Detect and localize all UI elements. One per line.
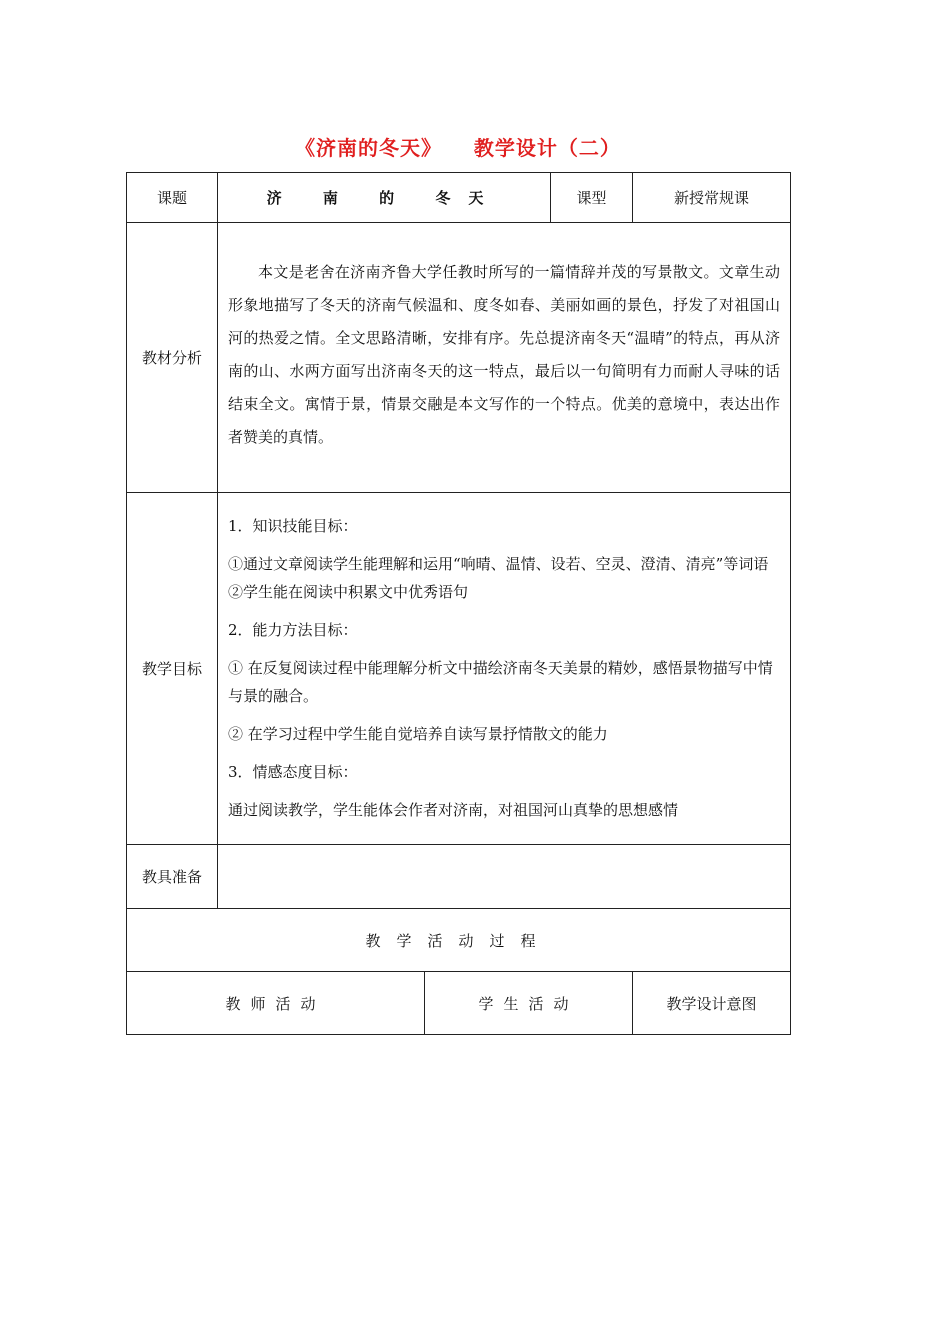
goal-heading-ability: 2．能力方法目标： <box>228 620 358 639</box>
tools-row <box>127 845 791 909</box>
goals-label: 教学目标 <box>127 493 218 845</box>
goal-item: ①通过文章阅读学生能理解和运用“响晴、温情、设若、空灵、澄清、清亮”等词语 ②学生能在阅读中积累文中优秀语句 <box>228 554 799 601</box>
goal-item: 通过阅读教学，学生能体会作者对济南，对祖国河山真挚的思想感情 <box>228 800 679 819</box>
process-header-row <box>127 909 791 972</box>
analysis-text: 本文是老舍在济南齐鲁大学任教时所写的一篇情辞并茂的写景散文。文章生动形象地描写了冬天的济南气候温和、度冬如春、美丽如画的景色，抒发了对祖国山河的热爱之情。全文思路清晰，安排有序。先总提济南冬天“温晴”的特点，再从济南的山、水两方面写出济南冬天的这一特点，最后以一句简明有力而耐人寻味的话结束全文。寓情于景，情景交融是本文写作的一个特点。优美的意境中，表达出作者赞美的真情。 <box>228 262 781 446</box>
goal-item: ② 在学习过程中学生能自觉培养自读写景抒情散文的能力 <box>228 724 608 743</box>
teacher-activity-header: 教师活动 <box>127 972 425 1035</box>
goal-heading-emotion: 3．情感态度目标： <box>228 762 358 781</box>
analysis-cell <box>218 223 791 493</box>
topic-value: 济 南 的 冬天 <box>218 173 551 223</box>
type-label: 课型 <box>551 173 633 223</box>
lesson-plan-table <box>126 172 799 1035</box>
goal-item: ① 在反复阅读过程中能理解分析文中描绘济南冬天美景的精妙，感悟景物描写中情与景的融合。 <box>228 658 773 705</box>
analysis-row <box>127 223 791 493</box>
topic-row <box>127 173 791 223</box>
goal-heading-knowledge: 1．知识技能目标： <box>228 516 358 535</box>
goals-cell <box>218 493 799 845</box>
tools-value <box>218 845 791 909</box>
type-value: 新授常规课 <box>633 173 791 223</box>
tools-label: 教具准备 <box>127 845 218 909</box>
student-activity-header: 学生活动 <box>425 972 633 1035</box>
process-columns-row <box>127 972 791 1035</box>
process-header: 教学活动过程 <box>127 909 791 972</box>
topic-label: 课题 <box>127 173 218 223</box>
design-intent-header: 教学设计意图 <box>633 972 791 1035</box>
document-title: 《济南的冬天》 教学设计（二） <box>295 136 621 160</box>
goals-row <box>127 493 791 845</box>
analysis-label: 教材分析 <box>127 223 218 493</box>
